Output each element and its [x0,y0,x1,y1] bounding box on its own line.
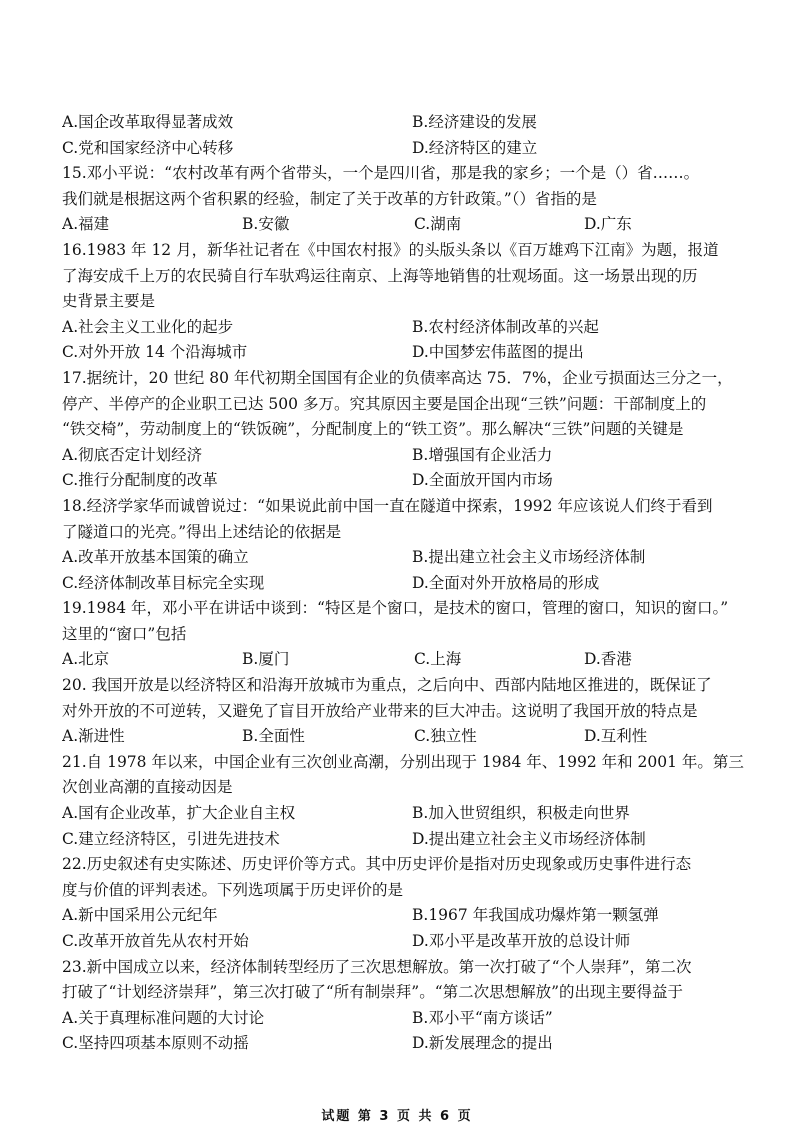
q16-option-a: A.社会主义工业化的起步 [62,317,234,336]
q18-option-c: C.经济体制改革目标完全实现 [62,573,265,592]
q14-option-c: C.党和国家经济中心转移 [62,138,234,157]
q22-option-c: C.改革开放首先从农村开始 [62,932,249,950]
q15-option-b: B.安徽 [242,215,290,234]
q20-option-a: A.渐进性 [62,727,125,746]
q18-option-d: D.全面对外开放格局的形成 [412,573,600,592]
q16-option-d: D.中国梦宏伟蓝图的提出 [412,343,584,362]
q19-stem-line-2: 这里的“窗口”包括 [62,624,187,643]
q23-stem-line-1: 23.新中国成立以来，经济体制转型经历了三次思想解放。第一次打破了“个人崇拜”，第二次 [62,957,692,976]
q14-option-a: A.国企改革取得显著成效 [62,113,234,131]
q19-option-b: B.厦门 [242,650,290,669]
q21-stem-line-2: 次创业高潮的直接动因是 [62,778,233,797]
q16-option-b: B.农村经济体制改革的兴起 [412,317,599,336]
q17-option-c: C.推行分配制度的改革 [62,471,218,490]
q22-options [62,903,752,929]
q18-options-row2 [62,571,752,597]
q19-option-c: C.上海 [414,650,462,669]
q15-stem-line-1: 15.邓小平说：“农村改革有两个省带头，一个是四川省，那是我的家乡；一个是（）省……。 [62,164,700,183]
q23-option-a: A.关于真理标准问题的大讨论 [62,1008,265,1027]
q16-options-row2 [62,340,752,366]
q14-option-b: B.经济建设的发展 [412,113,537,131]
q23-option-d: D.新发展理念的提出 [412,1034,553,1053]
q15-option-d: D.广东 [584,215,632,234]
q22-option-b: B.1967 年我国成功爆炸第一颗氢弹 [412,906,659,925]
q22-stem-line-2: 度与价值的评判表述。下列选项属于历史评价的是 [62,880,404,899]
page-footer: 试题 第 3 页 共 6 页 [321,1109,473,1124]
q18-stem-line-1: 18.经济学家华而诚曾说过：“如果说此前中国一直在隧道中探索，1992 年应该说人们终于看到 [62,496,713,515]
q20-stem-line-2: 对外开放的不可逆转，又避免了盲目开放给产业带来的巨大冲击。这说明了我国开放的特点是 [62,701,698,720]
q21-option-c: C.建立经济特区，引进先进技术 [62,829,280,848]
q19-stem-line-1: 19.1984 年，邓小平在讲话中谈到：“特区是个窗口，是技术的窗口，管理的窗口，知识的窗口。” [62,599,729,618]
q17-options-row2 [62,468,752,494]
q21-options [62,801,752,827]
q23-options [62,1006,752,1032]
q20-option-b: B.全面性 [242,727,305,746]
q17-option-d: D.全面放开国内市场 [412,471,553,490]
q17-option-b: B.增强国有企业活力 [412,445,553,464]
q23-options-row2 [62,1031,752,1057]
q23-stem-line-2: 打破了“计划经济崇拜”，第三次打破了“所有制崇拜”。“第二次思想解放”的出现主要得益于 [62,983,684,1002]
q14-options-row2 [62,136,752,162]
q14-option-d: D.经济特区的建立 [412,138,538,157]
q21-option-d: D.提出建立社会主义市场经济体制 [412,829,646,848]
q17-option-a: A.彻底否定计划经济 [62,445,203,464]
q17-stem-line-2: 停产、半停产的企业职工已达 500 多万。究其原因主要是国企出现“三铁”问题：干部制度上的 [62,394,707,413]
q15-options [62,212,752,238]
q15-option-a: A.福建 [62,215,110,234]
q23-option-b: B.邓小平“南方谈话” [412,1008,553,1027]
q14-options [62,110,752,136]
q17-stem-line-3: “铁交椅”，劳动制度上的“铁饭碗”，分配制度上的“铁工资”。那么解决“三铁”问题的关键是 [62,420,684,439]
q15-stem-line-2: 我们就是根据这两个省积累的经验，制定了关于改革的方针政策。”（）省指的是 [62,189,597,208]
exam-page-body [62,110,752,1057]
q22-option-a: A.新中国采用公元纪年 [62,906,218,925]
q20-option-d: D.互利性 [584,727,648,746]
q22-options-row2 [62,929,752,955]
q18-options [62,545,752,571]
q19-option-d: D.香港 [584,650,632,669]
q17-stem-line-1: 17.据统计，20 世纪 80 年代初期全国国有企业的负债率高达 75．7%，企业亏损面达三分之一， [62,368,733,387]
q18-stem-line-2: 了隧道口的光亮。”得出上述结论的依据是 [62,522,342,541]
q16-option-c: C.对外开放 14 个沿海城市 [62,343,248,362]
q20-option-c: C.独立性 [414,727,477,746]
q19-options [62,647,752,673]
q23-option-c: C.坚持四项基本原则不动摇 [62,1034,249,1053]
q17-options [62,443,752,469]
q21-option-a: A.国有企业改革，扩大企业自主权 [62,804,296,823]
q21-options-row2 [62,827,752,853]
q20-options [62,724,752,750]
q22-option-d: D.邓小平是改革开放的总设计师 [412,932,631,950]
q16-stem-line-2: 了海安成千上万的农民骑自行车驮鸡运往南京、上海等地销售的壮观场面。这一场景出现的历 [62,266,698,285]
q18-option-b: B.提出建立社会主义市场经济体制 [412,548,646,567]
q16-options [62,315,752,341]
q21-option-b: B.加入世贸组织，积极走向世界 [412,804,630,823]
q16-stem-line-1: 16.1983 年 12 月，新华社记者在《中国农村报》的头版头条以《百万雄鸡下江南》为题，报道 [62,240,719,259]
q19-option-a: A.北京 [62,650,110,669]
q20-stem-line-1: 20. 我国开放是以经济特区和沿海开放城市为重点，之后向中、西部内陆地区推进的，既保证了 [62,676,712,695]
q16-stem-line-3: 史背景主要是 [62,292,156,311]
q21-stem-line-1: 21.自 1978 年以来，中国企业有三次创业高潮，分别出现于 1984 年、1992 年和 2001 年。第三 [62,752,744,771]
q15-option-c: C.湖南 [414,215,462,234]
q22-stem-line-1: 22.历史叙述有史实陈述、历史评价等方式。其中历史评价是指对历史现象或历史事件进行态 [62,855,692,874]
q18-option-a: A.改革开放基本国策的确立 [62,548,249,567]
